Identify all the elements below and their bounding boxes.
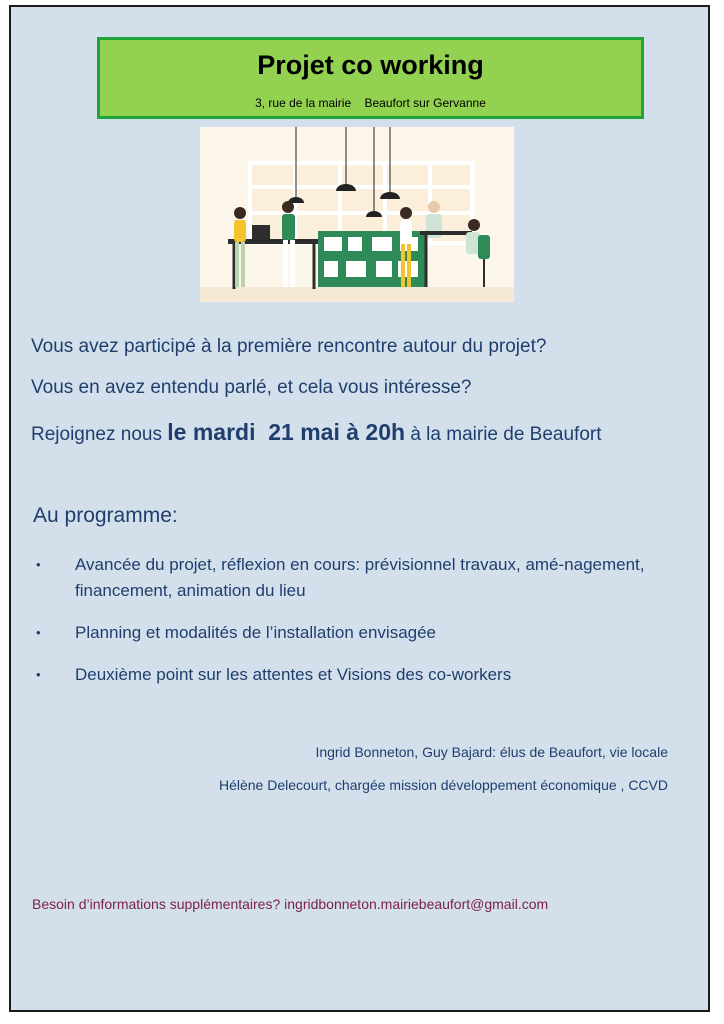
- program-item-text: Deuxième point sur les attentes et Visions des co-workers: [75, 665, 512, 684]
- title-banner: [97, 37, 644, 119]
- invitation-location: à la mairie de Beaufort: [405, 424, 602, 445]
- address-line: 3, rue de la mairie Beaufort sur Gervanne: [255, 96, 486, 110]
- bullet-icon: •: [36, 625, 41, 640]
- meeting-date: le mardi 21 mai à 20h: [167, 419, 406, 445]
- intro-line-2: Vous en avez entendu parlé, et cela vous intéresse?: [31, 377, 472, 398]
- program-item-text: Planning et modalités de l’installation envisagée: [75, 623, 437, 642]
- bullet-icon: •: [36, 557, 41, 572]
- signature-line-2: Hélène Delecourt, chargée mission développement économique , CCVD: [218, 777, 668, 793]
- list-item: [36, 662, 656, 688]
- list-item: [36, 552, 656, 604]
- program-item-text: Avancée du projet, réflexion en cours: prévisionnel travaux, amé-nagement, financement, animation du lieu: [75, 555, 645, 600]
- program-list: [36, 552, 656, 704]
- list-item: [36, 620, 656, 646]
- flyer-title: Projet co working: [257, 50, 484, 80]
- program-heading: Au programme:: [33, 504, 178, 527]
- meeting-invitation: [31, 419, 602, 446]
- coworking-office-illustration: [200, 127, 514, 302]
- invitation-prefix: Rejoignez nous: [31, 424, 168, 445]
- signature-line-1: Ingrid Bonneton, Guy Bajard: élus de Beaufort, vie locale: [315, 744, 668, 760]
- contact-info: Besoin d’informations supplémentaires? ingridbonneton.mairiebeaufort@gmail.com: [32, 896, 549, 912]
- intro-line-1: Vous avez participé à la première rencontre autour du projet?: [31, 336, 547, 357]
- bullet-icon: •: [36, 667, 41, 682]
